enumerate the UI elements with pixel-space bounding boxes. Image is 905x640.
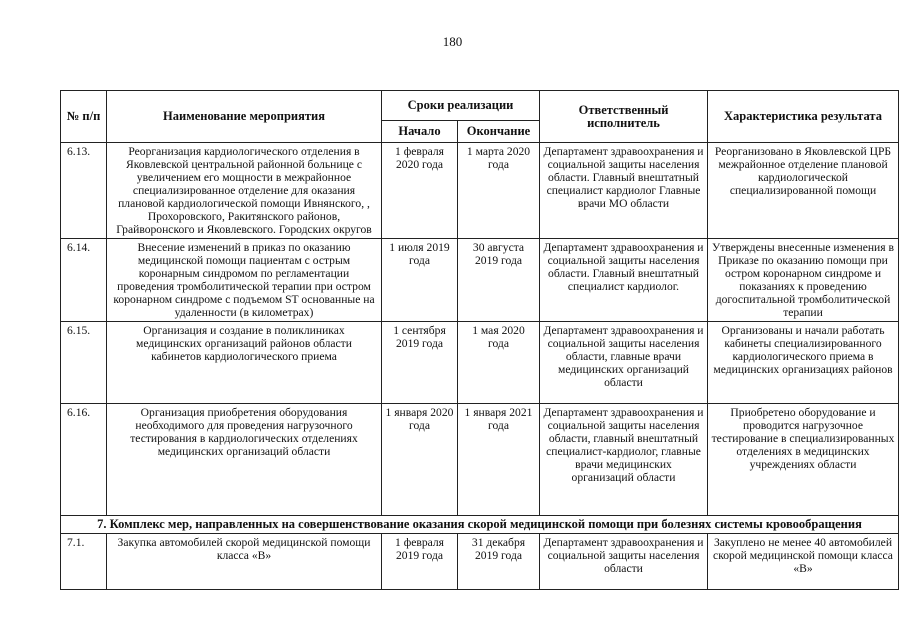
row-result: Реорганизовано в Яковлевской ЦРБ межрайонное отделение плановой кардиологической специализированной помощи xyxy=(708,143,899,239)
row-responsible: Департамент здравоохранения и социальной защиты населения области, главные врачи медицинских организаций области xyxy=(540,322,708,404)
row-responsible: Департамент здравоохранения и социальной защиты населения области. Главный внештатный специалист кардиолог Главные врачи МО области xyxy=(540,143,708,239)
row-responsible: Департамент здравоохранения и социальной защиты населения области. Главный внештатный специалист кардиолог. xyxy=(540,239,708,322)
row-name: Организация и создание в поликлиниках медицинских организаций районов области кабинетов кардиологического приема xyxy=(107,322,382,404)
table-row xyxy=(61,322,899,404)
row-end: 1 мая 2020 года xyxy=(458,322,540,404)
table-row xyxy=(61,404,899,516)
table-row xyxy=(61,143,899,239)
row-name: Закупка автомобилей скорой медицинской помощи класса «В» xyxy=(107,534,382,590)
row-result: Организованы и начали работать кабинеты специализированного кардиологического приема в медицинских организациях районов xyxy=(708,322,899,404)
table-row xyxy=(61,534,899,590)
section-row xyxy=(61,516,899,534)
row-num: 7.1. xyxy=(61,534,107,590)
row-result: Приобретено оборудование и проводится нагрузочное тестирование в специализированных отделениях в медицинских учреждениях области xyxy=(708,404,899,516)
row-responsible: Департамент здравоохранения и социальной защиты населения области xyxy=(540,534,708,590)
row-name: Внесение изменений в приказ по оказанию медицинской помощи пациентам с острым коронарным синдромом по регламентации проведения тромболитической терапии при остром коронарном синдроме с подъемом ST основанные на удаленности (в километрах) xyxy=(107,239,382,322)
header-start: Начало xyxy=(382,121,458,143)
row-end: 1 марта 2020 года xyxy=(458,143,540,239)
row-start: 1 сентября 2019 года xyxy=(382,322,458,404)
header-num: № п/п xyxy=(61,91,107,143)
header-result: Характеристика результата xyxy=(708,91,899,143)
header-end: Окончание xyxy=(458,121,540,143)
row-start: 1 июля 2019 года xyxy=(382,239,458,322)
activities-table xyxy=(60,90,899,590)
row-responsible: Департамент здравоохранения и социальной защиты населения области, главный внештатный специалист-кардиолог, главные врачи медицинских организаций области xyxy=(540,404,708,516)
row-start: 1 февраля 2019 года xyxy=(382,534,458,590)
row-end: 30 августа 2019 года xyxy=(458,239,540,322)
row-num: 6.15. xyxy=(61,322,107,404)
row-num: 6.16. xyxy=(61,404,107,516)
row-name: Реорганизация кардиологического отделения в Яковлевской центральной районной больнице с увеличением его мощности в межрайонное специализированное отделение для оказания плановой кардиологической помощи Ивнянского, , Прохоровского, Ракитянского районов, Грайворонского и Яковлевского. Городских округов xyxy=(107,143,382,239)
row-name: Организация приобретения оборудования необходимого для проведения нагрузочного тестирования в кардиологических отделениях медицинских организаций области xyxy=(107,404,382,516)
header-name: Наименование мероприятия xyxy=(107,91,382,143)
page-number: 180 xyxy=(442,34,463,49)
row-start: 1 января 2020 года xyxy=(382,404,458,516)
header-responsible: Ответственный исполнитель xyxy=(540,91,708,143)
row-num: 6.14. xyxy=(61,239,107,322)
row-result: Закуплено не менее 40 автомобилей скорой медицинской помощи класса «В» xyxy=(708,534,899,590)
row-result: Утверждены внесенные изменения в Приказе по оказанию помощи при остром коронарном синдроме и показаниях к проведению догоспитальной тромболитической терапии xyxy=(708,239,899,322)
row-start: 1 февраля 2020 года xyxy=(382,143,458,239)
row-end: 1 января 2021 года xyxy=(458,404,540,516)
row-num: 6.13. xyxy=(61,143,107,239)
table-row xyxy=(61,239,899,322)
section-title: 7. Комплекс мер, направленных на совершенствование оказания скорой медицинской помощи при болезнях системы кровообращения xyxy=(61,516,899,534)
row-end: 31 декабря 2019 года xyxy=(458,534,540,590)
header-terms: Сроки реализации xyxy=(382,91,540,121)
